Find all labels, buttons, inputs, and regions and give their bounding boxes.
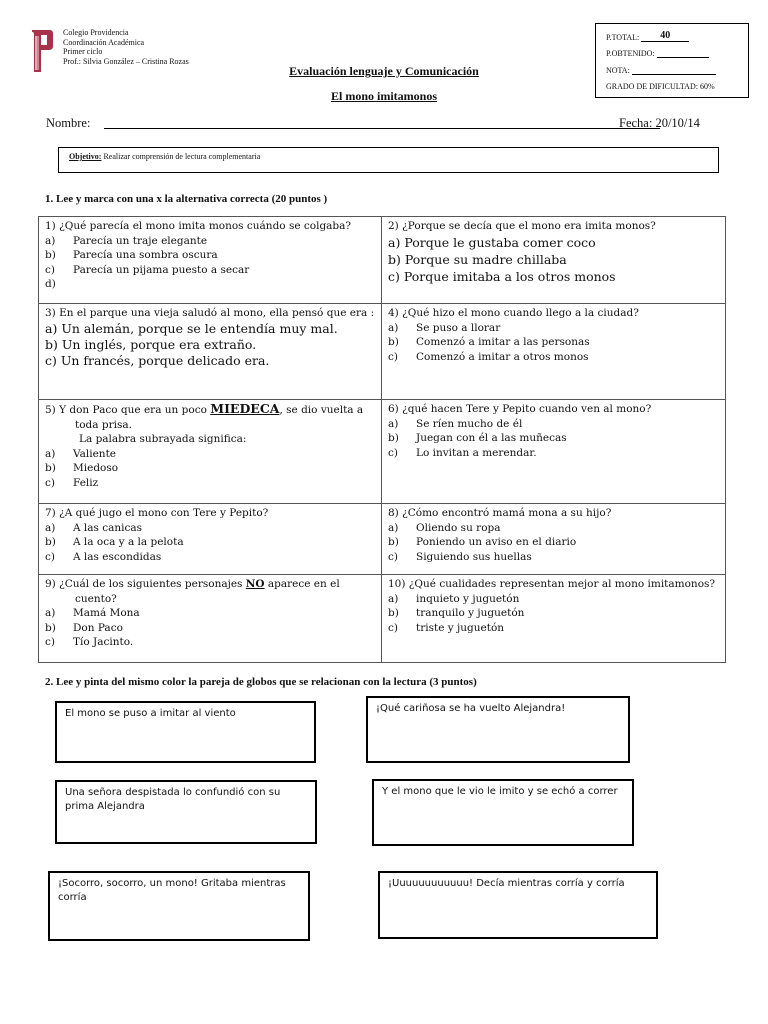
question-6-option-c[interactable]: c) Lo invitan a merendar.	[388, 446, 537, 459]
question-5-subtext: La palabra subrayada significa:	[79, 433, 247, 445]
question-10-text: 10) ¿Qué cualidades representan mejor al mono imitamonos?	[388, 578, 716, 590]
underlined-word: MIEDECA	[210, 401, 280, 416]
question-7-text: 7) ¿A qué jugo el mono con Tere y Pepito?	[45, 507, 269, 519]
question-7	[39, 504, 381, 566]
question-1-option-d[interactable]: d)	[45, 278, 56, 290]
section-2-title: 2. Lee y pinta del mismo color la pareja de globos que se relacionan con la lectura (3 puntos)	[45, 676, 477, 688]
name-label: Nombre:	[46, 116, 91, 130]
name-field[interactable]	[104, 128, 660, 129]
question-6	[382, 400, 725, 462]
question-3-option-b[interactable]: b) Un inglés, porque era extraño.	[45, 336, 257, 352]
question-9	[39, 575, 381, 652]
question-6-option-b[interactable]: b) Juegan con él a las muñecas	[388, 432, 567, 444]
question-5	[39, 400, 381, 492]
question-7-option-a[interactable]: a) A las canicas	[45, 521, 143, 534]
question-1	[39, 217, 381, 294]
question-8-option-c[interactable]: c) Siguiendo sus huellas	[388, 550, 532, 563]
obtained-score[interactable]: P.OBTENIDO:	[606, 48, 709, 58]
question-1-option-b[interactable]: b) Parecía una sombra oscura	[45, 249, 218, 261]
school-department: Coordinación Académica	[63, 37, 145, 47]
question-6-option-a[interactable]: a) Se ríen mucho de él	[388, 417, 523, 430]
page-subtitle: El mono imitamonos	[330, 89, 437, 103]
objective-label: Objetivo:	[69, 152, 102, 161]
underlined-word: NO	[245, 578, 265, 590]
question-4-text: 4) ¿Qué hizo el mono cuando llego a la ciudad?	[388, 307, 639, 319]
question-3	[39, 304, 381, 371]
question-10-option-a[interactable]: a) inquieto y juguetón	[388, 592, 520, 605]
question-6-text: 6) ¿qué hacen Tere y Pepito cuando ven al mono?	[388, 403, 652, 415]
score-box	[595, 23, 749, 98]
question-10-option-c[interactable]: c) triste y juguetón	[388, 621, 505, 634]
question-10	[382, 575, 725, 637]
question-9-option-b[interactable]: b) Don Paco	[45, 621, 123, 634]
question-4	[382, 304, 725, 366]
question-4-option-a[interactable]: a) Se puso a llorar	[388, 321, 501, 334]
question-9-option-a[interactable]: a) Mamá Mona	[45, 607, 140, 619]
question-5-option-b[interactable]: b) Miedoso	[45, 462, 119, 474]
question-8	[382, 504, 725, 566]
question-5-text: 5) Y don Paco que era un poco MIEDECA, se dio vuelta a toda prisa.	[45, 401, 364, 431]
question-2-text: 2) ¿Porque se decía que el mono era imita monos?	[388, 220, 656, 232]
total-score-value: 40	[660, 30, 671, 41]
question-2-option-a[interactable]: a) Porque le gustaba comer coco	[388, 234, 596, 250]
school-name: Colegio Providencia	[63, 28, 129, 37]
balloon-4[interactable]: Y el mono que le vio le imito y se echó a correr	[372, 779, 634, 846]
question-5-option-a[interactable]: a) Valiente	[45, 447, 117, 460]
question-2-option-c[interactable]: c) Porque imitaba a los otros monos	[388, 268, 616, 284]
question-4-option-c[interactable]: c) Comenzó a imitar a otros monos	[388, 350, 589, 363]
question-8-option-a[interactable]: a) Oliendo su ropa	[388, 521, 501, 534]
date-label: Fecha: 20/10/14	[619, 116, 700, 130]
total-score: P.TOTAL: 40	[606, 30, 689, 42]
question-9-option-c[interactable]: c) Tío Jacinto.	[45, 636, 134, 648]
question-1-text: 1) ¿Qué parecía el mono imita monos cuándo se colgaba?	[45, 220, 352, 232]
balloon-6[interactable]: ¡Uuuuuuuuuuuu! Decía mientras corría y corría	[378, 871, 658, 939]
questions-table	[38, 216, 726, 663]
school-cycle: Primer ciclo	[63, 47, 103, 56]
balloon-1[interactable]: El mono se puso a imitar al viento	[55, 701, 316, 763]
question-8-option-b[interactable]: b) Poniendo un aviso en el diario	[388, 536, 577, 548]
question-2-option-b[interactable]: b) Porque su madre chillaba	[388, 251, 567, 267]
section-1-title: 1. Lee y marca con una x la alternativa correcta (20 puntos )	[45, 193, 328, 205]
school-info	[63, 28, 189, 66]
question-10-option-b[interactable]: b) tranquilo y juguetón	[388, 607, 525, 619]
question-7-option-c[interactable]: c) A las escondidas	[45, 550, 162, 563]
question-3-option-c[interactable]: c) Un francés, porque delicado era.	[45, 352, 270, 368]
question-9-text: 9) ¿Cuál de los siguientes personajes NO aparece en el cuento?	[45, 578, 340, 605]
question-3-text: 3) En el parque una vieja saludó al mono, ella pensó que era :	[45, 307, 375, 319]
page-title: Evaluación lenguaje y Comunicación	[289, 64, 479, 78]
question-5-option-c[interactable]: c) Feliz	[45, 476, 99, 489]
objective-text: Realizar comprensión de lectura complementaria	[103, 152, 261, 161]
question-3-option-a[interactable]: a) Un alemán, porque se le entendía muy mal.	[45, 320, 338, 336]
question-8-text: 8) ¿Cómo encontró mamá mona a su hijo?	[388, 507, 612, 519]
school-teachers: Prof.: Silvia González – Cristina Rozas	[63, 56, 189, 66]
question-1-option-a[interactable]: a) Parecía un traje elegante	[45, 234, 208, 247]
grade-field[interactable]: NOTA:	[606, 65, 716, 75]
question-1-option-c[interactable]: c) Parecía un pijama puesto a secar	[45, 263, 250, 276]
balloon-2[interactable]: ¡Qué cariñosa se ha vuelto Alejandra!	[366, 696, 630, 763]
question-4-option-b[interactable]: b) Comenzó a imitar a las personas	[388, 336, 590, 348]
name-date-row	[46, 116, 728, 131]
question-2	[382, 217, 725, 287]
balloon-3[interactable]: Una señora despistada lo confundió con su prima Alejandra	[55, 780, 317, 844]
objective-box	[58, 147, 719, 173]
question-7-option-b[interactable]: b) A la oca y a la pelota	[45, 536, 184, 548]
difficulty-label: GRADO DE DIFICULTAD: 60%	[606, 82, 715, 91]
balloon-5[interactable]: ¡Socorro, socorro, un mono! Gritaba mientras corría	[48, 871, 310, 941]
